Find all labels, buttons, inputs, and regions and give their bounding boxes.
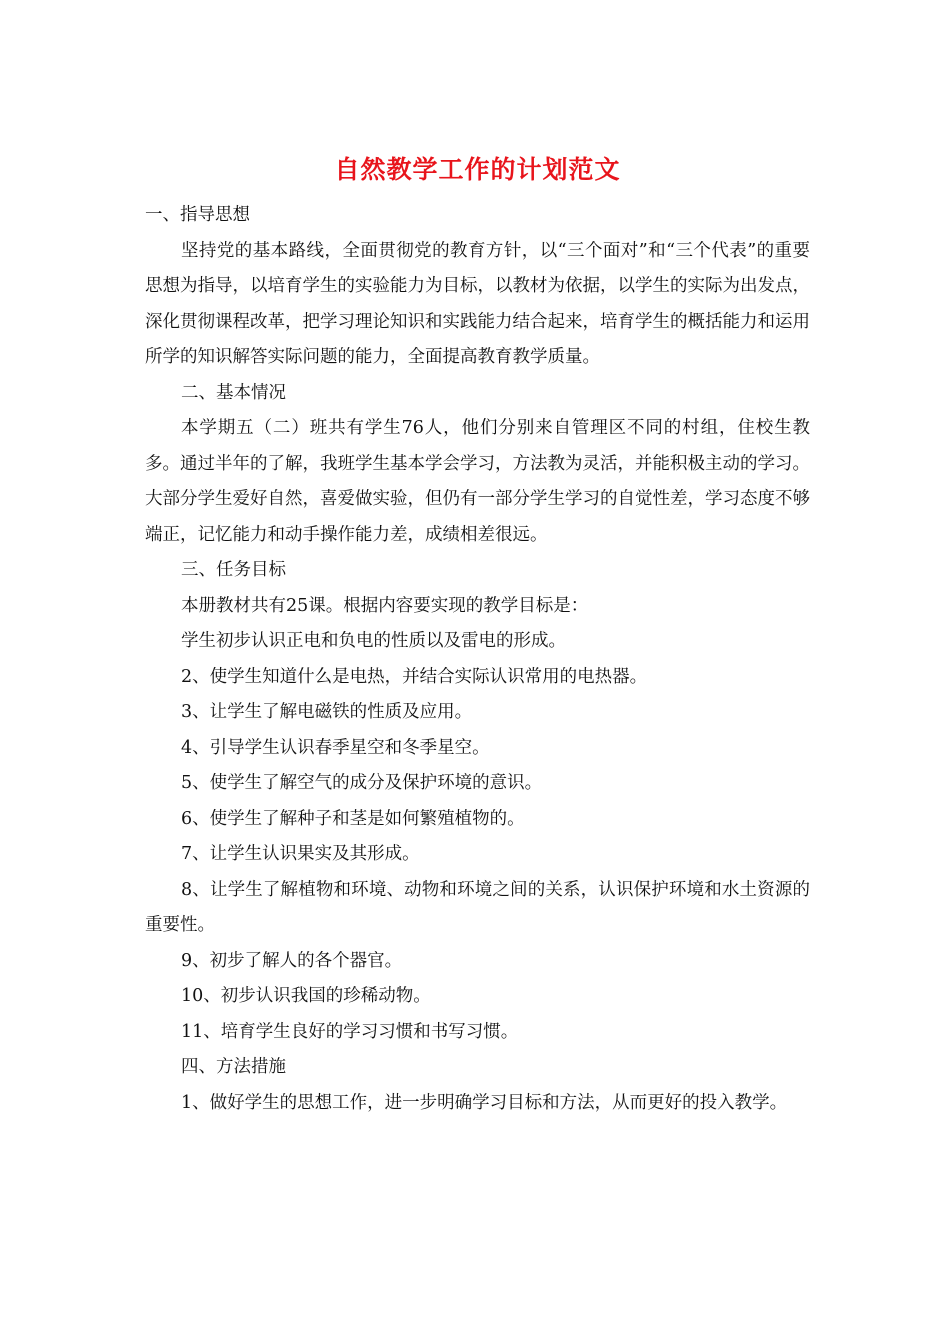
- paragraph: 8、让学生了解植物和环境、动物和环境之间的关系，认识保护环境和水土资源的重要性。: [145, 879, 810, 935]
- paragraph: 2、使学生知道什么是电热，并结合实际认识常用的电热器。: [181, 666, 648, 687]
- paragraph: 4、引导学生认识春季星空和冬季星空。: [181, 737, 490, 758]
- paragraph: 1、做好学生的思想工作，进一步明确学习目标和方法，从而更好的投入教学。: [181, 1092, 788, 1113]
- paragraph: 5、使学生了解空气的成分及保护环境的意识。: [181, 773, 543, 793]
- paragraph: 10、初步认识我国的珍稀动物。: [181, 986, 431, 1006]
- paragraph: 一、指导思想: [145, 205, 250, 225]
- paragraph: 7、让学生认识果实及其形成。: [181, 844, 420, 864]
- paragraph: 坚持党的基本路线，全面贯彻党的教育方针，以“三个面对”和“三个代表”的重要思想为指导，以培育学生的实验能力为目标，以教材为依据，以学生的实际为出发点，深化贯彻课程改革，把学习理论知识和实践能力结合起来，培育学生的概括能力和运用所学的知识解答实际问题的能力，全面提高教育教学质量。: [145, 240, 810, 367]
- paragraph: 三、任务目标: [181, 560, 286, 580]
- paragraph: 本学期五（二）班共有学生76人，他们分别来自管理区不同的村组，住校生教多。通过半年的了解，我班学生基本学会学习，方法教为灵活，并能积极主动的学习。大部分学生爱好自然，喜爱做实验，但仍有一部分学生学习的自觉性差，学习态度不够端正，记忆能力和动手操作能力差，成绩相差很远。: [145, 418, 810, 545]
- paragraph: 四、方法措施: [181, 1057, 286, 1077]
- document-body: [145, 198, 810, 1121]
- paragraph: 3、让学生了解电磁铁的性质及应用。: [181, 702, 473, 722]
- paragraph: 本册教材共有25课。根据内容要实现的教学目标是：: [181, 595, 589, 616]
- paragraph: 11、培育学生良好的学习习惯和书写习惯。: [181, 1021, 519, 1042]
- paragraph: 学生初步认识正电和负电的性质以及雷电的形成。: [181, 631, 566, 651]
- paragraph: 二、基本情况: [181, 382, 286, 403]
- paragraph: 6、使学生了解种子和茎是如何繁殖植物的。: [181, 808, 525, 829]
- paragraph: 9、初步了解人的各个器官。: [181, 950, 403, 971]
- document-title: 自然教学工作的计划范文: [334, 155, 621, 184]
